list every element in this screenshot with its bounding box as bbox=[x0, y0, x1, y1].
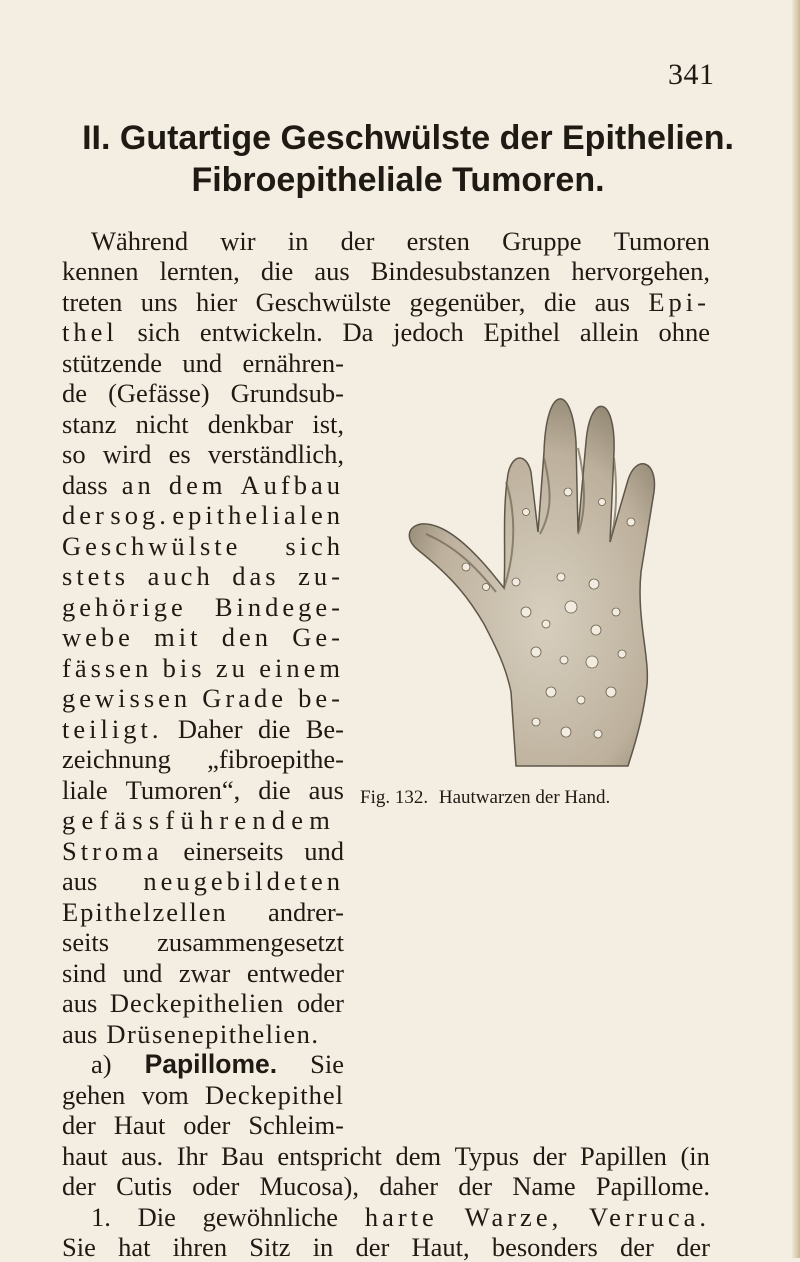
word: sog. bbox=[110, 500, 170, 530]
word: Warze, bbox=[464, 1202, 563, 1232]
word: Deckepithelien bbox=[109, 988, 285, 1018]
word: in bbox=[312, 1232, 334, 1262]
word: die bbox=[543, 287, 577, 317]
word: a) bbox=[91, 1049, 112, 1079]
word: kennen bbox=[62, 256, 139, 286]
word: vom bbox=[141, 1080, 189, 1110]
text-line bbox=[62, 592, 344, 622]
word: Gruppe bbox=[502, 226, 582, 256]
word: zwar bbox=[178, 958, 231, 988]
word: ohne bbox=[658, 317, 710, 347]
word: oder bbox=[296, 988, 344, 1018]
word: Haut, bbox=[411, 1232, 470, 1262]
text-line bbox=[62, 653, 344, 683]
word: Papillen bbox=[580, 1141, 667, 1171]
word: be- bbox=[298, 683, 344, 713]
text-line bbox=[62, 805, 344, 835]
word: oder bbox=[192, 1171, 240, 1201]
word: uns bbox=[140, 287, 178, 317]
word: Deckepithel bbox=[204, 1080, 344, 1110]
word: Da bbox=[342, 317, 374, 347]
word: Ge- bbox=[292, 622, 344, 652]
word: zu- bbox=[298, 561, 344, 591]
word: die bbox=[257, 714, 291, 744]
word: harte bbox=[364, 1202, 438, 1232]
word: Bau bbox=[221, 1141, 264, 1171]
word: aus bbox=[62, 1019, 98, 1049]
word: Sie bbox=[310, 1049, 344, 1079]
word: (Gefässe) bbox=[108, 378, 210, 408]
word: der bbox=[458, 1171, 493, 1201]
page-number: 341 bbox=[668, 58, 715, 91]
text-line bbox=[91, 1049, 344, 1079]
word: dem bbox=[395, 1141, 442, 1171]
word: thel bbox=[62, 317, 118, 347]
text-line bbox=[62, 866, 344, 896]
text-line bbox=[62, 958, 344, 988]
hand-shape bbox=[409, 399, 654, 766]
word: hat bbox=[118, 1232, 151, 1262]
section-heading: II. Gutartige Geschwülste der Epithelien. bbox=[82, 119, 734, 157]
subsection-label: Papillome. bbox=[144, 1049, 278, 1079]
word: daher bbox=[379, 1171, 439, 1201]
word: stanz bbox=[62, 409, 117, 439]
text-line bbox=[62, 897, 344, 927]
word: liale bbox=[62, 775, 108, 805]
word: entwickeln. bbox=[199, 317, 323, 347]
word: der bbox=[340, 226, 375, 256]
text-line bbox=[62, 1080, 344, 1110]
word: gewissen bbox=[62, 683, 192, 713]
word: stets bbox=[62, 561, 130, 591]
word: ernähren- bbox=[242, 348, 344, 378]
page-edge bbox=[792, 0, 800, 1258]
text-line bbox=[62, 1019, 344, 1049]
word: allein bbox=[579, 317, 639, 347]
text-line bbox=[62, 317, 710, 347]
word: gewöhnliche bbox=[202, 1202, 339, 1232]
word: gehen bbox=[62, 1080, 126, 1110]
word: haut bbox=[62, 1141, 108, 1171]
word: so bbox=[62, 439, 86, 469]
text-line bbox=[62, 500, 344, 530]
word: sind bbox=[62, 958, 107, 988]
word: webe bbox=[62, 622, 134, 652]
figure-caption-text: Hautwarzen der Hand. bbox=[438, 787, 611, 808]
text-line bbox=[62, 561, 344, 591]
word: Ihr bbox=[176, 1141, 208, 1171]
word: Typus bbox=[454, 1141, 520, 1171]
text-line bbox=[62, 836, 344, 866]
word: Tumoren bbox=[613, 226, 710, 256]
word: auch bbox=[147, 561, 214, 591]
word: ist, bbox=[312, 409, 344, 439]
word: lernten, bbox=[159, 256, 240, 286]
word: andrer- bbox=[268, 897, 344, 927]
word: der bbox=[620, 1232, 654, 1262]
word: stützende bbox=[62, 348, 163, 378]
text-line bbox=[62, 622, 344, 652]
text-line bbox=[62, 1141, 710, 1171]
word: Die bbox=[137, 1202, 176, 1232]
text-line bbox=[62, 348, 344, 378]
word: aus bbox=[308, 775, 344, 805]
text-line bbox=[62, 683, 344, 713]
word: 1. bbox=[91, 1202, 111, 1232]
word: Epithel bbox=[483, 317, 561, 347]
text-line bbox=[62, 988, 344, 1018]
text-line bbox=[62, 470, 344, 500]
word: Während bbox=[91, 226, 189, 256]
word: hier bbox=[196, 287, 238, 317]
word: aus bbox=[594, 287, 630, 317]
word: treten bbox=[62, 287, 123, 317]
word: der bbox=[62, 500, 108, 530]
text-line bbox=[91, 1202, 710, 1232]
word: Grundsub- bbox=[230, 378, 344, 408]
word: in bbox=[287, 226, 309, 256]
word: einem bbox=[259, 653, 344, 683]
word: (in bbox=[680, 1141, 710, 1171]
text-line bbox=[62, 927, 344, 957]
word: es bbox=[168, 439, 191, 469]
text-line bbox=[91, 226, 710, 256]
word: Name bbox=[512, 1171, 576, 1201]
text-line bbox=[62, 531, 344, 561]
figure-number: Fig. 132. bbox=[360, 787, 429, 808]
word: der bbox=[532, 1141, 567, 1171]
figure-caption bbox=[360, 787, 610, 809]
word: fässen bbox=[62, 653, 153, 683]
word: Tumoren“, bbox=[125, 775, 241, 805]
word: besonders bbox=[491, 1232, 598, 1262]
word: zusammengesetzt bbox=[157, 927, 344, 957]
word: und bbox=[182, 348, 223, 378]
word: Epithelzellen bbox=[62, 897, 228, 927]
word: aus bbox=[62, 988, 98, 1018]
word: Bindesubstanzen bbox=[370, 256, 551, 286]
word: aus. bbox=[121, 1141, 164, 1171]
word: Haut bbox=[113, 1110, 166, 1140]
word: entspricht bbox=[277, 1141, 382, 1171]
word: Geschwülste bbox=[62, 531, 242, 561]
word: dem bbox=[168, 470, 227, 500]
word: der bbox=[676, 1232, 710, 1262]
text-line bbox=[62, 1171, 710, 1201]
word: der bbox=[62, 1110, 96, 1140]
word: Geschwülste bbox=[255, 287, 392, 317]
word: einerseits bbox=[183, 836, 284, 866]
word: Sitz bbox=[249, 1232, 291, 1262]
word: nicht bbox=[135, 409, 189, 439]
word: das bbox=[232, 561, 280, 591]
word: entweder bbox=[246, 958, 344, 988]
word: Grade bbox=[202, 683, 288, 713]
word: dass bbox=[62, 470, 108, 500]
word: Schleim- bbox=[248, 1110, 344, 1140]
figure-132 bbox=[366, 362, 706, 782]
word: neugebildeten bbox=[143, 866, 344, 896]
word: Daher bbox=[177, 714, 243, 744]
word: de bbox=[62, 378, 88, 408]
word: aus bbox=[62, 866, 98, 896]
word: oder bbox=[183, 1110, 231, 1140]
word: zeichnung bbox=[62, 744, 171, 774]
word: sich bbox=[285, 531, 344, 561]
word: den bbox=[221, 622, 272, 652]
word: seits bbox=[62, 927, 110, 957]
word: wir bbox=[220, 226, 256, 256]
word: die bbox=[260, 256, 294, 286]
text-line bbox=[62, 287, 710, 317]
word: gehörige bbox=[62, 592, 187, 622]
word: teiligt. bbox=[62, 714, 163, 744]
word: hervorgehen, bbox=[571, 256, 710, 286]
word: die bbox=[258, 775, 291, 805]
word: der bbox=[355, 1232, 390, 1262]
word: zu bbox=[215, 653, 249, 683]
word: Stroma bbox=[62, 836, 163, 866]
text-line bbox=[62, 439, 344, 469]
word: denkbar bbox=[207, 409, 294, 439]
word: und bbox=[122, 958, 163, 988]
word: und bbox=[304, 836, 344, 866]
text-line bbox=[62, 256, 710, 286]
hand-with-warts-illustration-icon bbox=[366, 362, 706, 782]
word: gefässführendem bbox=[62, 805, 337, 835]
word: Papillome. bbox=[595, 1171, 710, 1201]
subsection-heading: Fibroepitheliale Tumoren. bbox=[191, 161, 605, 199]
word: gegenüber, bbox=[409, 287, 526, 317]
word: der bbox=[62, 1171, 96, 1201]
word: epithelialen bbox=[172, 500, 344, 530]
word: an bbox=[121, 470, 155, 500]
word: verständlich, bbox=[207, 439, 344, 469]
text-line bbox=[62, 775, 344, 805]
text-line bbox=[62, 714, 344, 744]
word: Cutis bbox=[116, 1171, 173, 1201]
word: mit bbox=[154, 622, 202, 652]
word: Epi- bbox=[648, 287, 710, 317]
text-line bbox=[62, 378, 344, 408]
word: Be- bbox=[305, 714, 344, 744]
word: Verruca. bbox=[588, 1202, 710, 1232]
text-line bbox=[62, 409, 344, 439]
word: Mucosa), bbox=[259, 1171, 359, 1201]
word: wird bbox=[102, 439, 152, 469]
word: bis bbox=[162, 653, 206, 683]
word: „fibroepithe- bbox=[207, 744, 344, 774]
word: sich bbox=[137, 317, 181, 347]
word: jedoch bbox=[393, 317, 464, 347]
word: Drüsenepithelien. bbox=[106, 1019, 320, 1049]
word: ersten bbox=[406, 226, 470, 256]
word: ihren bbox=[172, 1232, 228, 1262]
word: Sie bbox=[62, 1232, 96, 1262]
word: Bindege- bbox=[214, 592, 344, 622]
word: Aufbau bbox=[240, 470, 344, 500]
text-line bbox=[62, 1110, 344, 1140]
text-line bbox=[62, 744, 344, 774]
word: aus bbox=[314, 256, 350, 286]
